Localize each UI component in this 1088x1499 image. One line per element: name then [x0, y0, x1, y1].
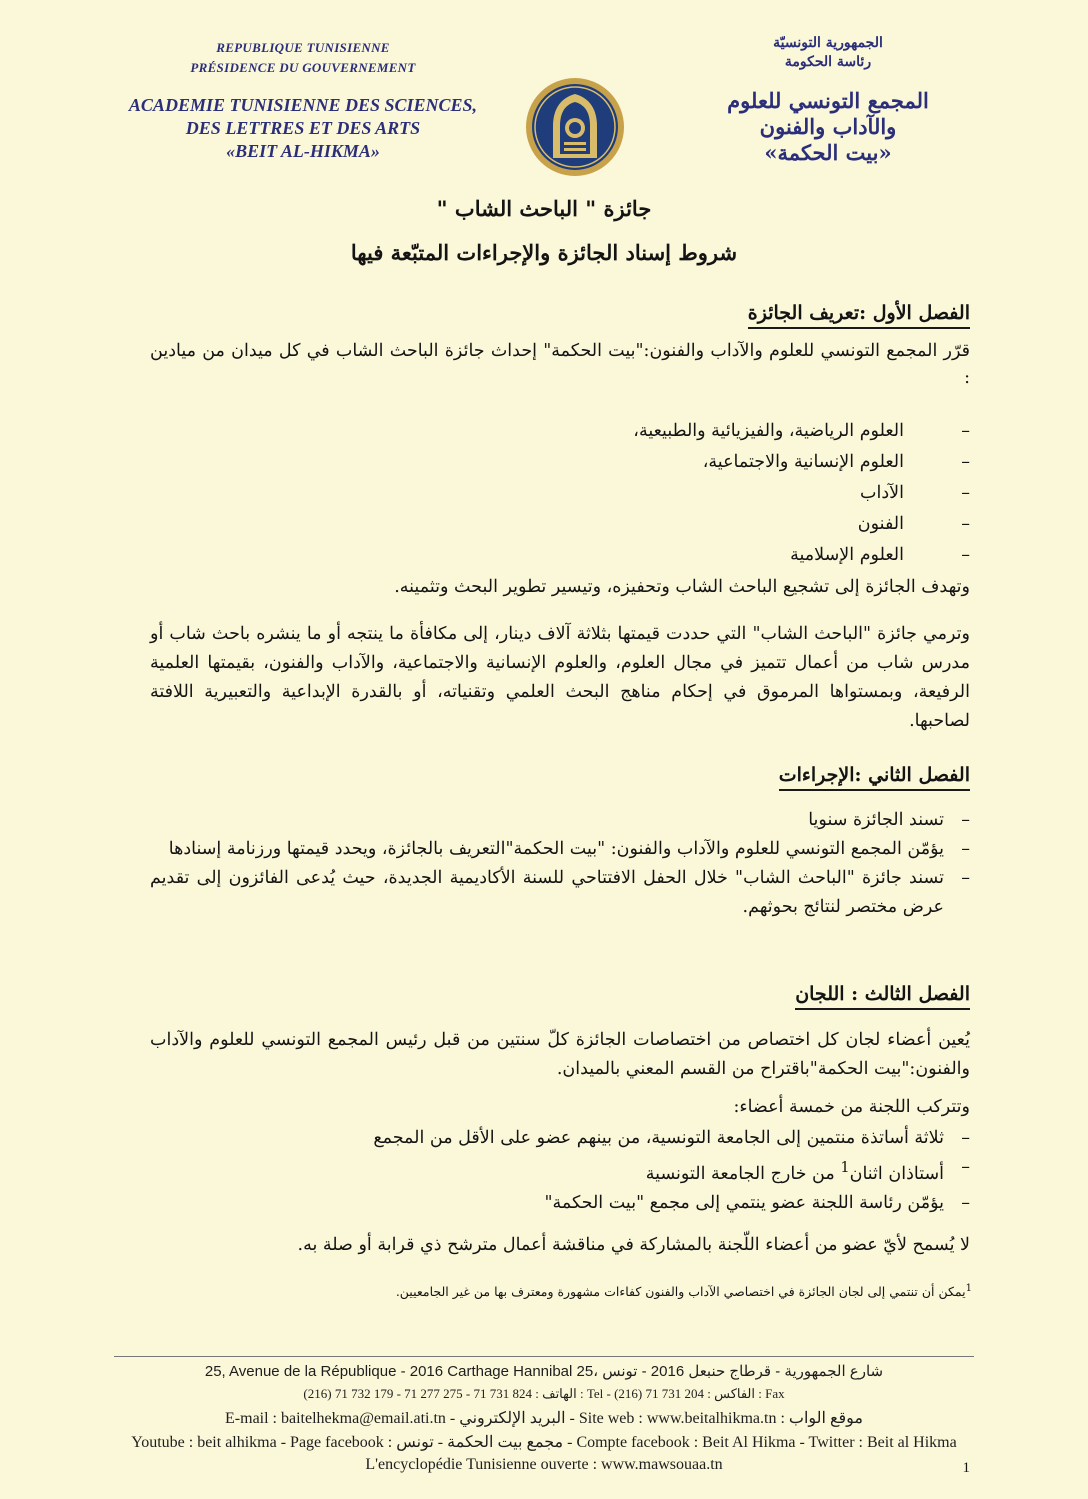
list-item: – تسند جائزة "الباحث الشاب" خلال الحفل الافتتاحي للسنة الأكاديمية الجديدة، حيث يُدعى الفائزون إلى تقديم عرض مختصر لنتائج بحوثهم. [150, 864, 970, 922]
footer-divider [114, 1356, 974, 1357]
footnote [396, 1283, 972, 1299]
presidency-label-fr: PRÉSIDENCE DU GOUVERNEMENT [190, 60, 416, 75]
letterhead-french [118, 38, 488, 163]
list-item [150, 1153, 970, 1189]
beit-al-hikma-logo [524, 76, 626, 178]
chapter-3-heading: الفصل الثالث : اللجان [795, 983, 970, 1010]
republic-label-fr: REPUBLIQUE TUNISIENNE [216, 40, 390, 55]
chapter-2-items [150, 806, 970, 922]
footnote-text: يمكن أن تنتمي إلى لجان الجائزة في اختصاصي الآداب والفنون كفاءات مشهورة ومعترف بها من غير الجامعيين. [395, 1284, 966, 1300]
list-item: – الفنون [150, 509, 970, 540]
list-item: – العلوم الإنسانية والاجتماعية، [150, 447, 970, 478]
page-number: 1 [962, 1460, 970, 1476]
chapter-3-note: لا يُسمح لأيّ عضو من أعضاء اللّجنة بالمشاركة في مناقشة أعمال مترشح ذي قرابة أو صلة به. [297, 1235, 970, 1255]
chapter-3-members [150, 1124, 970, 1218]
list-item: – ثلاثة أساتذة منتمين إلى الجامعة التونسية، من بينهم عضو على الأقل من المجمع [150, 1124, 970, 1153]
footer-address: 25, Avenue de la République - 2016 Carthage Hannibal 25، شارع الجمهورية - قرطاج حنبعل 2016 - تونس [204, 1363, 884, 1380]
academy-name-ar-2: والآداب والفنون [759, 114, 897, 139]
republic-label-ar: الجمهورية التونسيّة [773, 35, 883, 51]
list-item: – العلوم الإسلامية [150, 540, 970, 571]
chapter-3-composition: وتتركب اللجنة من خمسة أعضاء: [733, 1097, 970, 1117]
chapter-1-goal: وتهدف الجائزة إلى تشجيع الباحث الشاب وتحفيزه، وتيسير تطوير البحث وتثمينه. [394, 577, 970, 597]
chapter-1-intro: قرّر المجمع التونسي للعلوم والآداب والفنون:"بيت الحكمة" إحداث جائزة الباحث الشاب في كل ميدان من ميادين : [150, 341, 970, 388]
footer-phones: الهاتف : 824 731 71 - 275 277 71 - 179 732 71 (216) : Tel - الفاكس : 204 731 71 (216) : Fax [303, 1386, 785, 1401]
presidency-label-ar: رئاسة الحكومة [784, 54, 872, 70]
list-item: – تسند الجائزة سنويا [150, 806, 970, 835]
footnote-marker: 1 [840, 1159, 850, 1176]
letterhead-arabic [678, 34, 978, 166]
footer-encyclopedia: L'encyclopédie Tunisienne ouverte : www.mawsouaa.tn [365, 1456, 723, 1473]
document-subtitle: شروط إسناد الجائزة والإجراءات المتبّعة فيها [350, 240, 738, 265]
list-item: – يؤمّن رئاسة اللجنة عضو ينتمي إلى مجمع "بيت الحكمة" [150, 1189, 970, 1218]
document-title: جائزة " الباحث الشاب " [436, 196, 652, 221]
list-item: – يؤمّن المجمع التونسي للعلوم والآداب والفنون: "بيت الحكمة"التعريف بالجائزة، ويحدد قيمتها ورزنامة إسنادها [150, 835, 970, 864]
chapter-3-intro: يُعين أعضاء لجان كل اختصاص من اختصاصات الجائزة كلّ سنتين من قبل رئيس المجمع التونسي للعلوم والآداب والفنون:"بيت الحكمة"باقتراح من القسم المعني بالميدان. [150, 1030, 970, 1079]
list-item: – الآداب [150, 478, 970, 509]
chapter-1-fields [150, 416, 970, 571]
list-item: – العلوم الرياضية، والفيزيائية والطبيعية، [150, 416, 970, 447]
academy-name-fr-1: ACADEMIE TUNISIENNE DES SCIENCES, [128, 95, 478, 115]
chapter-2-heading: الفصل الثاني :الإجراءات [779, 764, 970, 791]
chapter-1-heading: الفصل الأول :تعريف الجائزة [748, 302, 970, 329]
chapter-1-paragraph: وترمي جائزة "الباحث الشاب" التي حددت قيمتها بثلاثة آلاف دينار، إلى مكافأة ما ينتجه أو ما ينشره باحث شاب أو مدرس شاب من أعمال تتميز في مجال العلوم، والعلوم الإنسانية والاجتماعية، والآداب والفنون، بقيمتها العلمية الرفيعة، وبمستواها المرموق في إحكام مناهج البحث العلمي وتقنياته، أو بالقدرة الإبداعية والتعبيرية اللافتة لصاحبها. [150, 624, 970, 731]
footer-email: E-mail : baitelhekma@email.ati.tn - البريد الإلكتروني - Site web : www.beitalhikma.tn : موقع الواب [225, 1410, 863, 1427]
academy-name-fr-2: DES LETTRES ET DES ARTS [185, 118, 421, 138]
member-text: من خارج الجامعة التونسية [645, 1163, 841, 1184]
academy-name-ar-3: «بيت الحكمة» [764, 140, 892, 165]
footnote-marker: 1 [965, 1283, 972, 1294]
academy-name-ar-1: المجمع التونسي للعلوم [727, 88, 929, 113]
academy-name-fr-3: «BEIT AL-HIKMA» [226, 141, 380, 161]
footer-social: Youtube : beit alhikma - Page facebook : مجمع بيت الحكمة - تونس - Compte facebook : Beit Al Hikma - Twitter : Beit al Hikma [131, 1434, 957, 1451]
member-text: أستاذان اثنان [849, 1163, 944, 1184]
